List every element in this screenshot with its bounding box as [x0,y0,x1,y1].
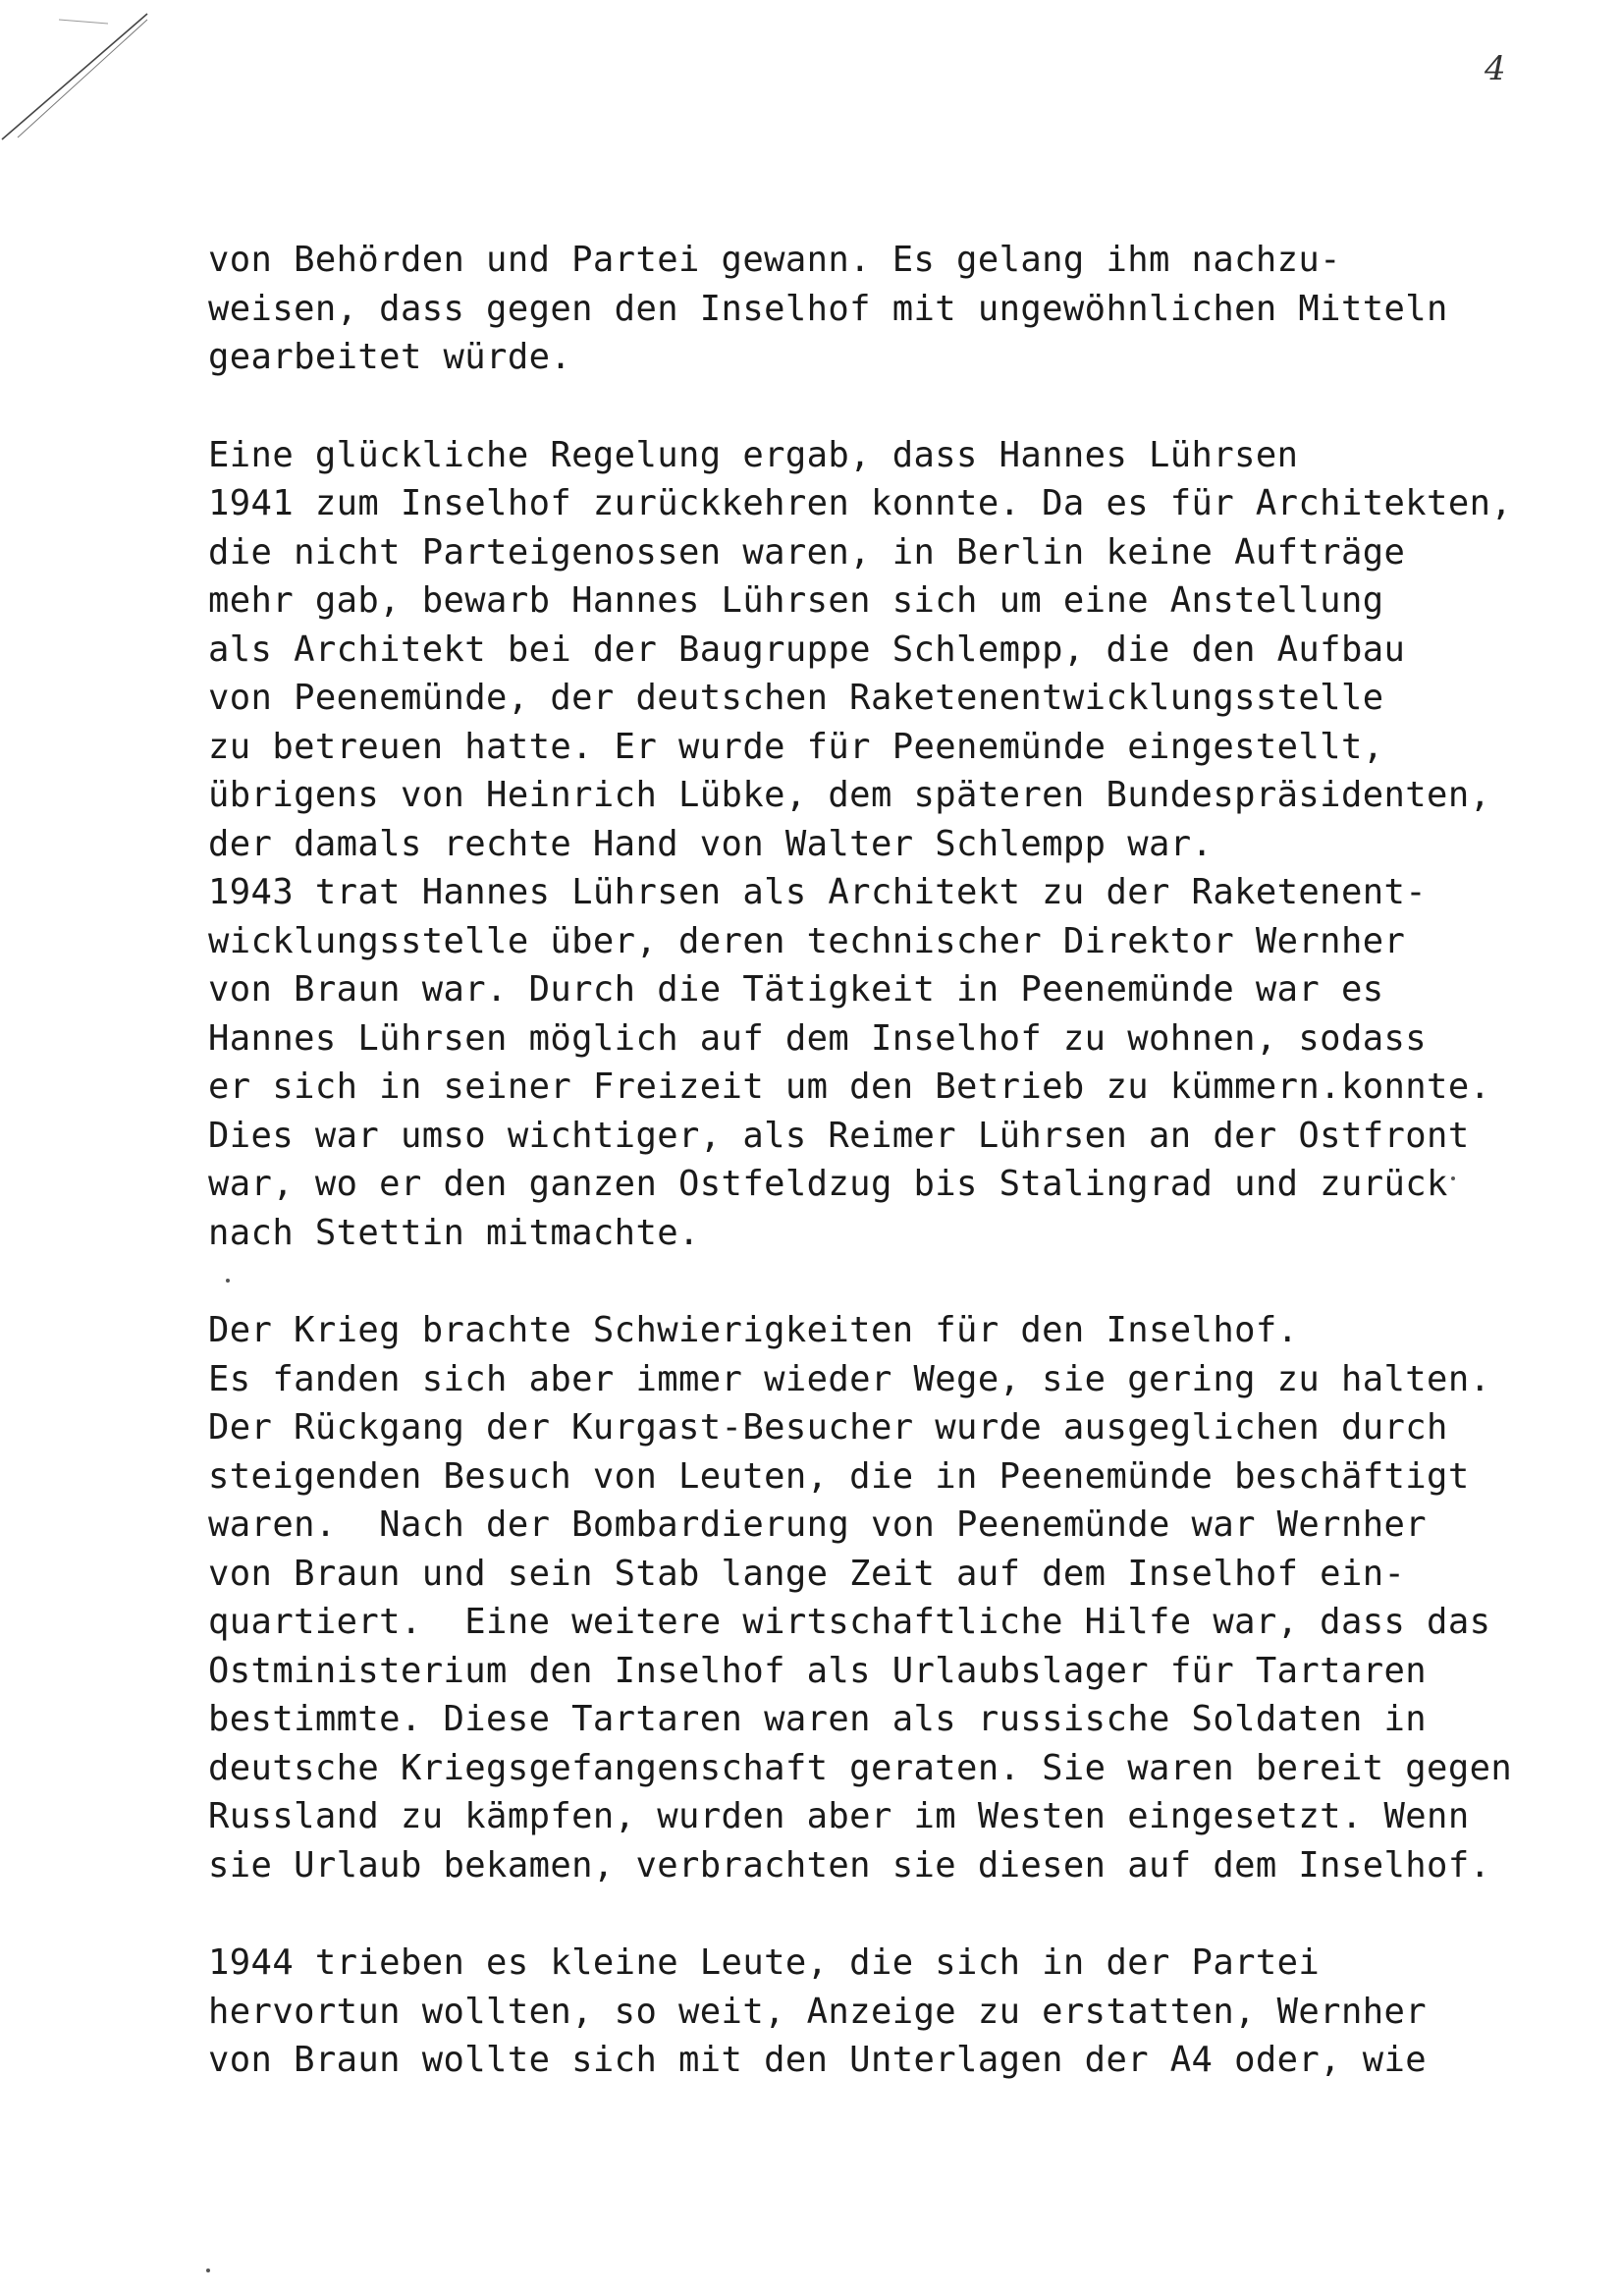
text-line: deutsche Kriegsgefangenschaft geraten. Sie waren bereit gegen [208,1747,1513,1788]
text-line: 1943 trat Hannes Lührsen als Architekt zu der Raketenent- [208,872,1428,912]
text-line: mehr gab, bewarb Hannes Lührsen sich um eine Anstellung [208,580,1384,621]
text-line: Es fanden sich aber immer wieder Wege, sie gering zu halten. [208,1358,1491,1399]
text-line: sie Urlaub bekamen, verbrachten sie diesen auf dem Inselhof. [208,1844,1491,1886]
paragraph-gap [208,1889,1475,1939]
text-line: Eine glückliche Regelung ergab, dass Hannes Lührsen [208,434,1299,475]
page-number: 4 [1485,49,1506,88]
text-line: von Peenemünde, der deutschen Raketenentwicklungsstelle [208,678,1384,718]
text-line: von Behörden und Partei gewann. Es gelang ihm nachzu- [208,240,1341,280]
text-line: die nicht Parteigenossen waren, in Berlin keine Aufträge [208,531,1406,573]
typewritten-text-body [208,236,1513,2085]
text-line: von Braun wollte sich mit den Unterlagen der A4 oder, wie [208,2040,1428,2080]
text-line: Der Rückgang der Kurgast-Besucher wurde ausgeglichen durch [208,1407,1448,1448]
paragraph [208,1306,1513,1889]
scan-speck [226,1279,230,1283]
text-line: Der Krieg brachte Schwierigkeiten für den Inselhof. [208,1310,1299,1350]
paragraph [208,236,1475,382]
paragraph-gap [208,1257,1475,1306]
text-line: Russland zu kämpfen, wurden aber im Westen eingesetzt. Wenn [208,1796,1470,1836]
paragraph [208,1939,1475,2085]
text-line: wicklungsstelle über, deren technischer Direktor Wernher [208,920,1406,961]
text-line: als Architekt bei der Baugruppe Schlempp, die den Aufbau [208,629,1406,670]
text-line: er sich in seiner Freizeit um den Betrieb zu kümmern.konnte. [208,1066,1491,1107]
text-line: von Braun war. Durch die Tätigkeit in Peenemünde war es [208,969,1384,1010]
text-line: bestimmte. Diese Tartaren waren als russische Soldaten in [208,1699,1428,1739]
text-line: nach Stettin mitmachte. [208,1212,700,1253]
text-line: der damals rechte Hand von Walter Schlempp war. [208,823,1214,864]
text-line: war, wo er den ganzen Ostfeldzug bis Stalingrad und zurück [208,1164,1448,1204]
text-line: quartiert. Eine weitere wirtschaftliche Hilfe war, dass das [208,1602,1491,1642]
text-line: 1944 trieben es kleine Leute, die sich in der Partei [208,1942,1321,1983]
paragraph [208,431,1513,1258]
text-line: Hannes Lührsen möglich auf dem Inselhof zu wohnen, sodass [208,1017,1428,1059]
scan-speck [1451,1176,1455,1180]
text-line: steigenden Besuch von Leuten, die in Peenemünde beschäftigt [208,1455,1470,1497]
text-line: Ostministerium den Inselhof als Urlaubslager für Tartaren [208,1650,1428,1691]
text-line: übrigens von Heinrich Lübke, dem späteren Bundespräsidenten, [208,775,1491,815]
text-line: zu betreuen hatte. Er wurde für Peenemünde eingestellt, [208,726,1384,767]
text-line: weisen, dass gegen den Inselhof mit ungewöhnlichen Mitteln [208,288,1448,329]
text-line: Dies war umso wichtiger, als Reimer Lührsen an der Ostfront [208,1115,1470,1156]
paragraph-gap [208,382,1475,431]
text-line: 1941 zum Inselhof zurückkehren konnte. Da es für Architekten, [208,483,1513,523]
corner-pen-stroke-mark [0,0,157,157]
text-line: gearbeitet würde. [208,337,572,377]
text-line: von Braun und sein Stab lange Zeit auf dem Inselhof ein- [208,1553,1406,1594]
text-line: waren. Nach der Bombardierung von Peenemünde war Wernher [208,1504,1428,1545]
scan-speck [206,2269,210,2272]
text-line: hervortun wollten, so weit, Anzeige zu erstatten, Wernher [208,1991,1428,2032]
